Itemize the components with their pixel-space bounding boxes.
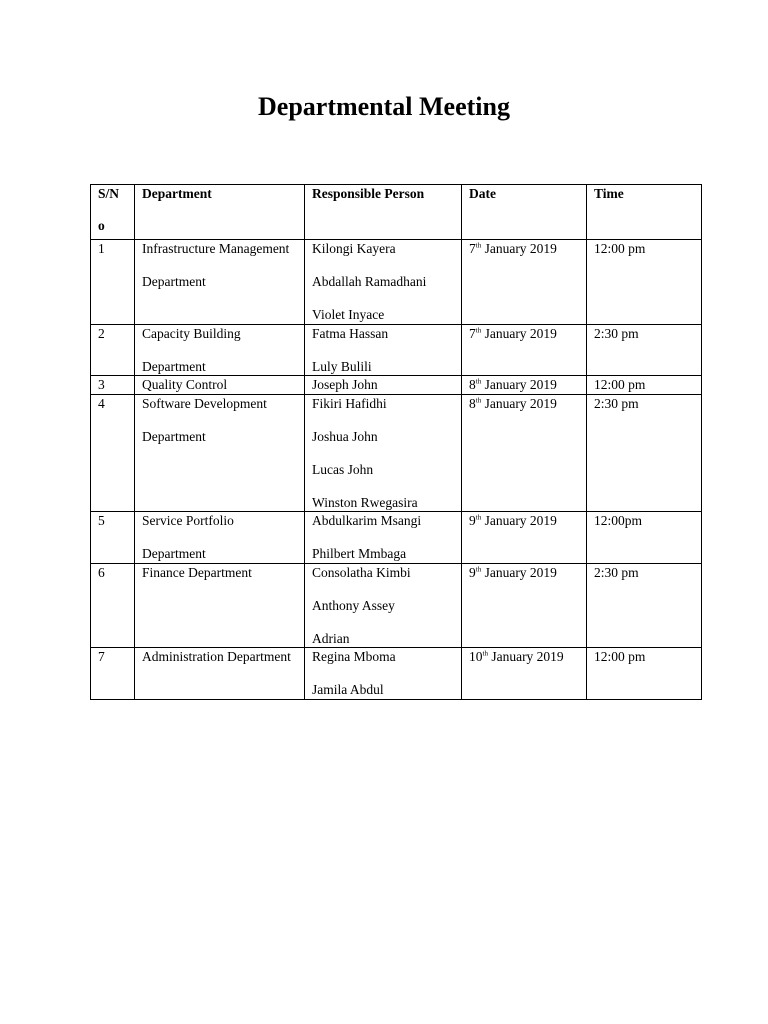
sno-value: 2 (98, 325, 105, 341)
time-value: 2:30 pm (594, 395, 639, 411)
cell-department (135, 648, 305, 700)
person-name: Regina Mboma (312, 649, 396, 664)
table-row (91, 512, 702, 564)
person-name: Lucas John (312, 461, 374, 477)
department-line: Department (142, 428, 206, 444)
date-month-year: January 2019 (481, 395, 557, 411)
cell-date (462, 648, 587, 700)
time-value: 12:00 pm (594, 377, 646, 392)
cell-date (462, 240, 587, 325)
cell-time (587, 563, 702, 648)
table-header-row (91, 185, 702, 240)
sno-value: 6 (98, 564, 105, 580)
cell-date (462, 563, 587, 648)
table-row (91, 394, 702, 512)
cell-sno (91, 563, 135, 648)
person-name: Joseph John (312, 377, 378, 392)
cell-date (462, 376, 587, 395)
cell-department (135, 563, 305, 648)
person-name: Luly Bulili (312, 358, 372, 374)
sno-value: 3 (98, 377, 105, 392)
person-name: Abdulkarim Msangi (312, 513, 422, 528)
cell-responsible-person (305, 324, 462, 376)
date-day: 10 (469, 649, 483, 664)
person-name: Kilongi Kayera (312, 241, 396, 256)
person-name: Fatma Hassan (312, 325, 389, 341)
department-line: Quality Control (142, 377, 228, 392)
department-line: Infrastructure Management (142, 241, 290, 256)
cell-department (135, 240, 305, 325)
person-name: Consolatha Kimbi (312, 564, 411, 580)
cell-date (462, 324, 587, 376)
cell-sno (91, 324, 135, 376)
department-line: Finance Department (142, 564, 252, 580)
cell-responsible-person (305, 240, 462, 325)
table-row (91, 648, 702, 700)
person-name: Winston Rwegasira (312, 494, 418, 510)
cell-sno (91, 512, 135, 564)
header-sno (91, 185, 135, 240)
header-department: Department (135, 185, 305, 240)
date-ordinal-suffix: th (482, 649, 488, 658)
department-line: Department (142, 358, 206, 374)
person-name: Adrian (312, 630, 350, 646)
table-body (91, 240, 702, 700)
document-title: Departmental Meeting (258, 92, 510, 121)
cell-time (587, 324, 702, 376)
date-month-year: January 2019 (481, 241, 557, 256)
cell-responsible-person (305, 512, 462, 564)
cell-time (587, 240, 702, 325)
department-line: Administration Department (142, 649, 291, 664)
table-row (91, 563, 702, 648)
cell-sno (91, 240, 135, 325)
cell-department (135, 324, 305, 376)
date-day: 9 (469, 513, 476, 528)
time-value: 2:30 pm (594, 325, 639, 341)
cell-responsible-person (305, 563, 462, 648)
sno-value: 7 (98, 649, 105, 664)
person-name: Philbert Mmbaga (312, 546, 407, 561)
cell-department (135, 376, 305, 395)
person-name: Abdallah Ramadhani (312, 274, 427, 289)
person-name: Fikiri Hafidhi (312, 395, 387, 411)
date-month-year: January 2019 (487, 649, 564, 664)
department-line: Department (142, 546, 206, 561)
person-name: Jamila Abdul (312, 682, 384, 697)
person-name: Anthony Assey (312, 597, 395, 613)
sno-value: 4 (98, 395, 105, 411)
person-name: Violet Inyace (312, 307, 385, 322)
person-name: Joshua John (312, 428, 378, 444)
header-sno-line2: o (98, 217, 105, 233)
date-ordinal-suffix: th (475, 513, 482, 522)
date-day: 7 (469, 241, 476, 256)
header-date: Date (462, 185, 587, 240)
date-day: 7 (469, 325, 476, 341)
date-day: 8 (469, 395, 476, 411)
date-ordinal-suffix: th (475, 396, 482, 404)
cell-sno (91, 394, 135, 512)
cell-sno (91, 648, 135, 700)
time-value: 12:00 pm (594, 241, 646, 256)
date-ordinal-suffix: th (475, 326, 482, 334)
department-line: Service Portfolio (142, 513, 234, 528)
cell-responsible-person (305, 394, 462, 512)
date-ordinal-suffix: th (475, 565, 482, 573)
date-ordinal-suffix: th (475, 377, 482, 386)
date-ordinal-suffix: th (475, 241, 482, 250)
time-value: 2:30 pm (594, 564, 639, 580)
header-time: Time (587, 185, 702, 240)
cell-responsible-person (305, 648, 462, 700)
time-value: 12:00pm (594, 513, 643, 528)
cell-date (462, 512, 587, 564)
date-month-year: January 2019 (481, 325, 557, 341)
date-month-year: January 2019 (481, 377, 557, 392)
cell-department (135, 394, 305, 512)
cell-sno (91, 376, 135, 395)
cell-time (587, 394, 702, 512)
cell-responsible-person (305, 376, 462, 395)
department-line: Department (142, 274, 206, 289)
cell-time (587, 376, 702, 395)
table-row (91, 324, 702, 376)
meeting-schedule-table (90, 184, 702, 700)
table-row (91, 240, 702, 325)
cell-department (135, 512, 305, 564)
sno-value: 5 (98, 513, 105, 528)
date-day: 9 (469, 564, 476, 580)
date-month-year: January 2019 (481, 513, 557, 528)
cell-time (587, 512, 702, 564)
header-responsible-person: Responsible Person (305, 185, 462, 240)
sno-value: 1 (98, 241, 105, 256)
department-line: Capacity Building (142, 325, 241, 341)
time-value: 12:00 pm (594, 649, 646, 664)
date-day: 8 (469, 377, 476, 392)
cell-date (462, 394, 587, 512)
header-sno-line1: S/N (98, 186, 120, 201)
table-row (91, 376, 702, 395)
date-month-year: January 2019 (481, 564, 557, 580)
department-line: Software Development (142, 395, 267, 411)
cell-time (587, 648, 702, 700)
